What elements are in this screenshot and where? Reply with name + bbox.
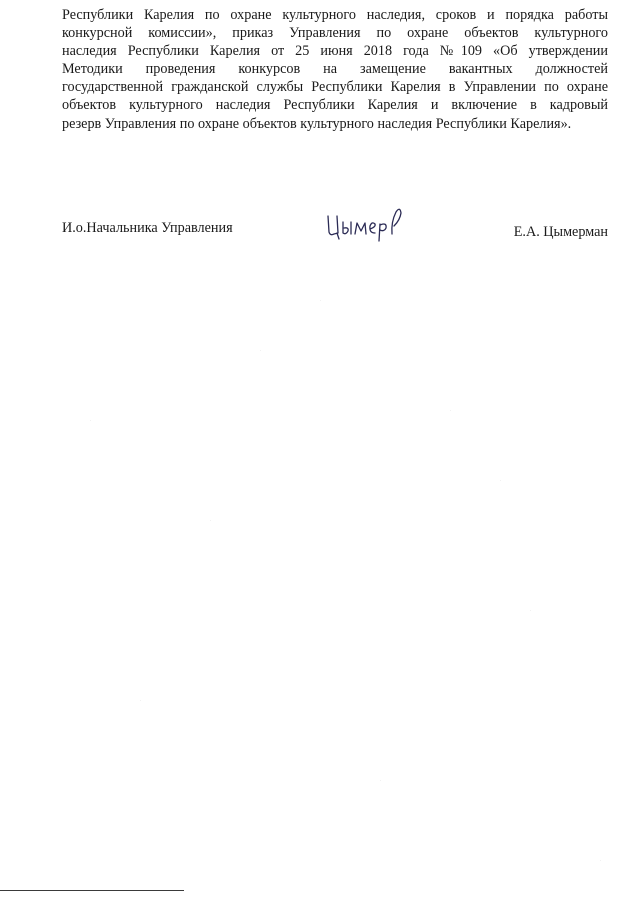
signature-block	[62, 218, 608, 258]
paragraph-line-7: резерв Управления по охране объектов культурного наследия Республики Карелия».	[62, 115, 572, 132]
body-paragraph	[62, 6, 608, 133]
paragraph-line-1: Республики Карелия по охране культурного наследия, сроков и порядка работы	[62, 7, 608, 23]
handwritten-signature	[324, 204, 414, 244]
paragraph-line-6: объектов культурного наследия Республики Карелия и включение в кадровый	[62, 97, 608, 114]
paragraph-line-4: Методики проведения конкурсов на замещение вакантных должностей	[62, 61, 608, 78]
paragraph-line-5: государственной гражданской службы Республики Карелия в Управлении по охране	[62, 79, 608, 96]
paragraph-line-3: наследия Республики Карелия от 25 июня 2018 года №109 «Об утверждении	[62, 43, 608, 60]
signatory-name: Е.А. Цымерман	[513, 224, 608, 240]
signatory-position: И.о.Начальника Управления	[62, 220, 233, 236]
paragraph-line-2: конкурсной комиссии», приказ Управления по охране объектов культурного	[62, 25, 608, 42]
footnote-divider	[0, 890, 184, 891]
